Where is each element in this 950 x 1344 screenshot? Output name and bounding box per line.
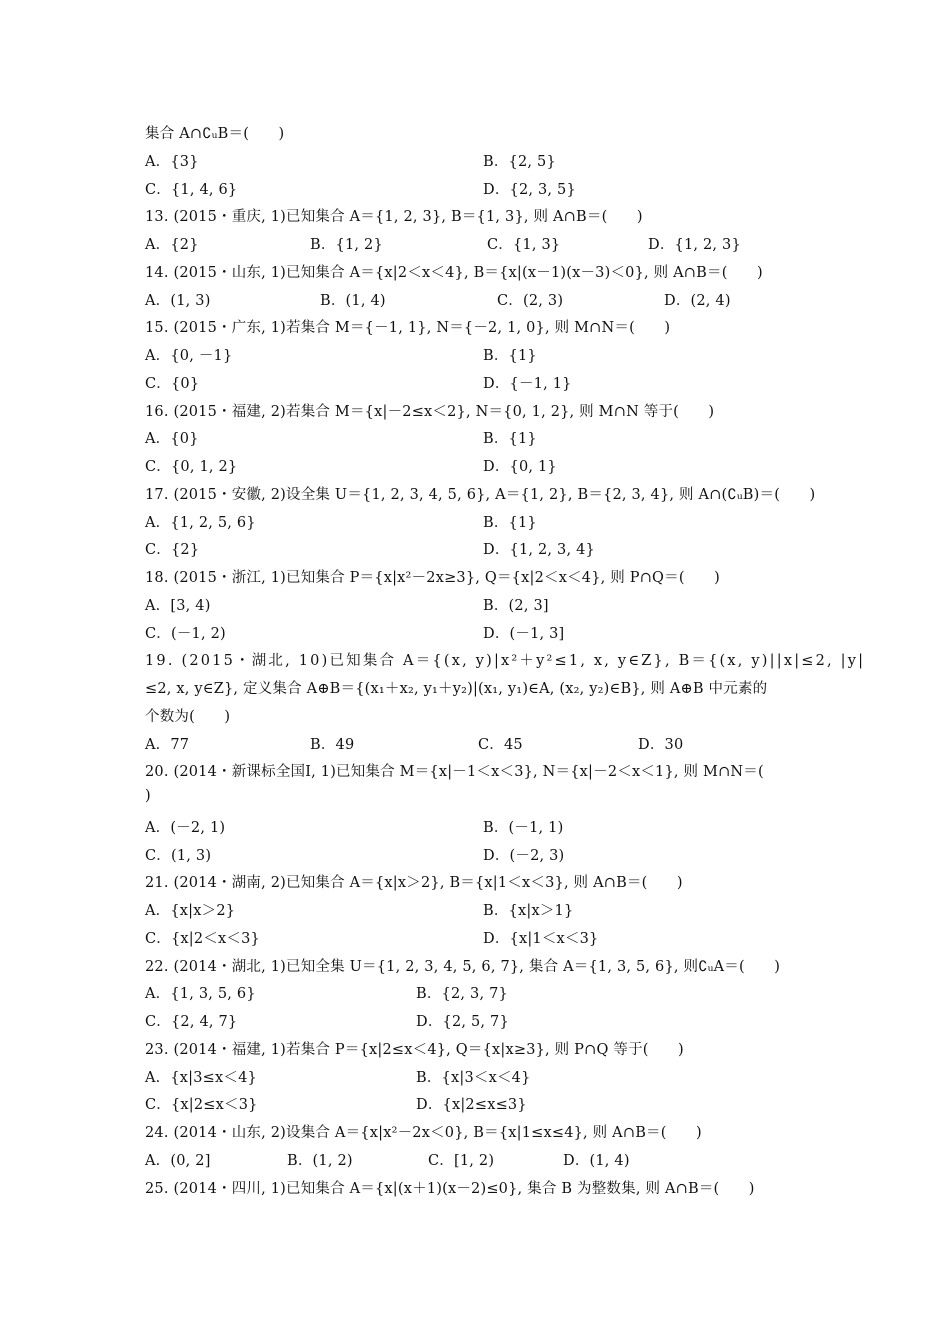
answer-option: D．{1, 2, 3} bbox=[648, 237, 741, 253]
answer-option: A．(0, 2] bbox=[145, 1153, 211, 1169]
answer-option: B．{1} bbox=[483, 515, 537, 531]
answer-option: A．{0, －1} bbox=[145, 348, 233, 364]
question-text: 13. (2015・重庆, 1)已知集合 A＝{1, 2, 3}, B＝{1, 3}, 则 A∩B＝( ) bbox=[145, 209, 643, 225]
answer-option: A．77 bbox=[145, 737, 190, 753]
answer-option: A．{x|3≤x＜4} bbox=[145, 1070, 257, 1086]
answer-option: D．(－1, 3] bbox=[483, 626, 565, 642]
answer-option: B．(1, 4) bbox=[320, 293, 386, 309]
question-text: 个数为( ) bbox=[145, 709, 231, 725]
answer-option: A．{2} bbox=[145, 237, 199, 253]
answer-option: B．{1} bbox=[483, 431, 537, 447]
answer-option: C．45 bbox=[478, 737, 523, 753]
question-text: 19. (2015・湖北, 10)已知集合 A＝{(x, y)|x²＋y²≤1, x, y∈Z}, B＝{(x, y)||x|≤2, |y| bbox=[145, 653, 866, 669]
answer-option: C．(－1, 2) bbox=[145, 626, 226, 642]
question-text: 22. (2014・湖北, 1)已知全集 U＝{1, 2, 3, 4, 5, 6, 7}, 集合 A＝{1, 3, 5, 6}, 则∁ᵤA＝( ) bbox=[145, 959, 781, 975]
question-text: ) bbox=[145, 788, 151, 804]
answer-option: B．{1, 2} bbox=[310, 237, 383, 253]
answer-option: C．{1, 4, 6} bbox=[145, 182, 238, 198]
answer-option: C．{2, 4, 7} bbox=[145, 1014, 238, 1030]
answer-option: D．{0, 1} bbox=[483, 459, 557, 475]
answer-option: B．(1, 2) bbox=[287, 1153, 353, 1169]
answer-option: C．{x|2≤x＜3} bbox=[145, 1097, 258, 1113]
answer-option: D．30 bbox=[638, 737, 684, 753]
answer-option: D．{x|2≤x≤3} bbox=[416, 1097, 527, 1113]
answer-option: B．{2, 3, 7} bbox=[416, 986, 508, 1002]
question-text: ≤2, x, y∈Z}, 定义集合 A⊕B＝{(x₁＋x₂, y₁＋y₂)|(x₁, y₁)∈A, (x₂, y₂)∈B}, 则 A⊕B 中元素的 bbox=[145, 681, 768, 697]
answer-option: A．{1, 2, 5, 6} bbox=[145, 515, 256, 531]
question-text: 15. (2015・广东, 1)若集合 M＝{－1, 1}, N＝{－2, 1, 0}, 则 M∩N＝( ) bbox=[145, 320, 671, 336]
question-text: 18. (2015・浙江, 1)已知集合 P＝{x|x²－2x≥3}, Q＝{x|2＜x＜4}, 则 P∩Q＝( ) bbox=[145, 570, 720, 586]
answer-option: D．{2, 3, 5} bbox=[483, 182, 576, 198]
question-text: 14. (2015・山东, 1)已知集合 A＝{x|2＜x＜4}, B＝{x|(x－1)(x－3)＜0}, 则 A∩B＝( ) bbox=[145, 265, 763, 281]
answer-option: C．{x|2＜x＜3} bbox=[145, 931, 260, 947]
answer-option: D．{2, 5, 7} bbox=[416, 1014, 509, 1030]
answer-option: C．(2, 3) bbox=[497, 293, 564, 309]
question-text: 23. (2014・福建, 1)若集合 P＝{x|2≤x＜4}, Q＝{x|x≥3}, 则 P∩Q 等于( ) bbox=[145, 1042, 684, 1058]
answer-option: A．{3} bbox=[145, 154, 199, 170]
answer-option: C．[1, 2) bbox=[428, 1153, 495, 1169]
answer-option: C．(1, 3) bbox=[145, 848, 212, 864]
answer-option: D．(－2, 3) bbox=[483, 848, 565, 864]
question-stem-continued: 集合 A∩∁ᵤB＝( ) bbox=[145, 126, 285, 142]
answer-option: B．{1} bbox=[483, 348, 537, 364]
answer-option: A．[3, 4) bbox=[145, 598, 211, 614]
question-text: 17. (2015・安徽, 2)设全集 U＝{1, 2, 3, 4, 5, 6}, A＝{1, 2}, B＝{2, 3, 4}, 则 A∩(∁ᵤB)＝( ) bbox=[145, 487, 816, 503]
answer-option: D．{－1, 1} bbox=[483, 376, 572, 392]
answer-option: A．{1, 3, 5, 6} bbox=[145, 986, 256, 1002]
answer-option: D．(2, 4) bbox=[664, 293, 731, 309]
question-text: 20. (2014・新课标全国Ⅰ, 1)已知集合 M＝{x|－1＜x＜3}, N＝{x|－2＜x＜1}, 则 M∩N＝( bbox=[145, 764, 764, 780]
answer-option: A．(－2, 1) bbox=[145, 820, 226, 836]
answer-option: B．(－1, 1) bbox=[483, 820, 564, 836]
question-text: 16. (2015・福建, 2)若集合 M＝{x|－2≤x＜2}, N＝{0, 1, 2}, 则 M∩N 等于( ) bbox=[145, 404, 715, 420]
answer-option: B．{2, 5} bbox=[483, 154, 556, 170]
answer-option: D．{1, 2, 3, 4} bbox=[483, 542, 595, 558]
answer-option: B．49 bbox=[310, 737, 355, 753]
answer-option: C．{0} bbox=[145, 376, 200, 392]
question-text: 21. (2014・湖南, 2)已知集合 A＝{x|x＞2}, B＝{x|1＜x＜3}, 则 A∩B＝( ) bbox=[145, 875, 683, 891]
answer-option: A．{0} bbox=[145, 431, 199, 447]
answer-option: C．{0, 1, 2} bbox=[145, 459, 238, 475]
question-text: 24. (2014・山东, 2)设集合 A＝{x|x²－2x＜0}, B＝{x|1≤x≤4}, 则 A∩B＝( ) bbox=[145, 1125, 702, 1141]
answer-option: C．{1, 3} bbox=[487, 237, 561, 253]
answer-option: B．(2, 3] bbox=[483, 598, 549, 614]
question-text: 25. (2014・四川, 1)已知集合 A＝{x|(x＋1)(x－2)≤0}, 集合 B 为整数集, 则 A∩B＝( ) bbox=[145, 1181, 755, 1197]
answer-option: C．{2} bbox=[145, 542, 200, 558]
answer-option: D．(1, 4) bbox=[563, 1153, 630, 1169]
answer-option: B．{x|3＜x＜4} bbox=[416, 1070, 531, 1086]
answer-option: B．{x|x＞1} bbox=[483, 903, 574, 919]
answer-option: D．{x|1＜x＜3} bbox=[483, 931, 599, 947]
answer-option: A．(1, 3) bbox=[145, 293, 211, 309]
answer-option: A．{x|x＞2} bbox=[145, 903, 236, 919]
